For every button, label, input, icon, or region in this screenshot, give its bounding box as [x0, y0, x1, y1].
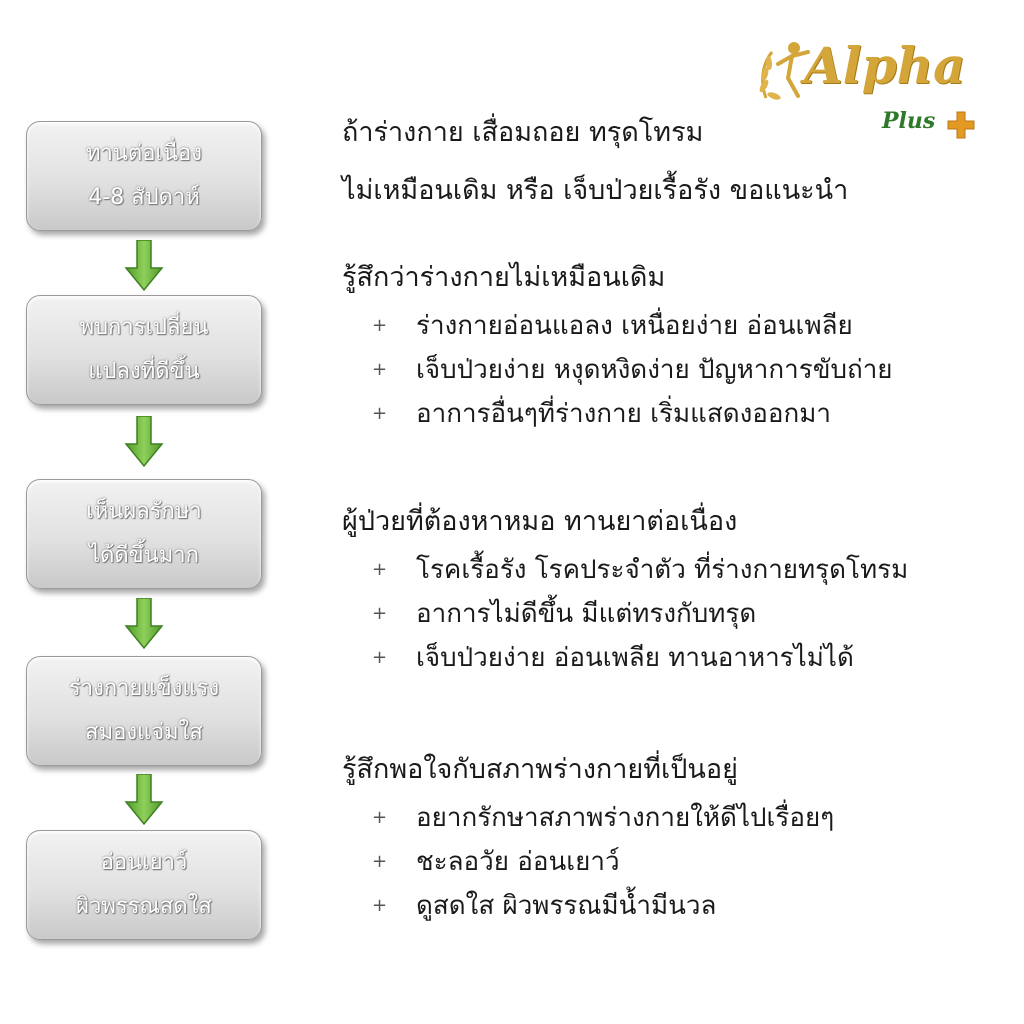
- flow-step-2: [26, 295, 262, 405]
- list-item-text: อยากรักษาสภาพร่างกายให้ดีไปเรื่อยๆ: [416, 803, 835, 833]
- plus-bullet: +: [372, 647, 388, 668]
- down-arrow-icon: [124, 240, 164, 292]
- intro-line-2: ไม่เหมือนเดิม หรือ เจ็บป่วยเรื้อรัง ขอแนะนำ: [342, 175, 849, 206]
- plus-bullet: +: [372, 603, 388, 624]
- section-satisfied: [342, 744, 834, 928]
- list-item: [342, 348, 893, 392]
- down-arrow-icon: [124, 416, 164, 468]
- list-item: [342, 796, 834, 840]
- step-line-2: 4-8 สัปดาห์: [88, 185, 200, 210]
- plus-bullet: +: [372, 895, 388, 916]
- plus-bullet: +: [372, 559, 388, 580]
- step-line-2: ได้ดีขึ้นมาก: [89, 543, 199, 568]
- flow-step-1: [26, 121, 262, 231]
- down-arrow-icon: [124, 598, 164, 650]
- list-item-text: เจ็บป่วยง่าย อ่อนเพลีย ทานอาหารไม่ได้: [416, 643, 854, 673]
- list-item: [342, 840, 834, 884]
- section-list: [342, 548, 908, 680]
- plus-bullet: +: [372, 359, 388, 380]
- flow-step-4: [26, 656, 262, 766]
- list-item: [342, 884, 834, 928]
- section-title: ผู้ป่วยที่ต้องหาหมอ ทานยาต่อเนื่อง: [342, 506, 738, 537]
- list-item-text: ร่างกายอ่อนแอลง เหนื่อยง่าย อ่อนเพลีย: [416, 311, 853, 341]
- step-line-1: อ่อนเยาว์: [100, 850, 188, 875]
- section-patients: [342, 496, 908, 680]
- list-item: [342, 636, 908, 680]
- brand-sub: Plus: [882, 108, 936, 134]
- down-arrow-icon: [124, 774, 164, 826]
- list-item-text: ดูสดใส ผิวพรรณมีน้ำมีนวล: [416, 891, 717, 921]
- intro-text: [342, 104, 848, 220]
- list-item-text: โรคเรื้อรัง โรคประจำตัว ที่ร่างกายทรุดโทรม: [416, 555, 909, 585]
- step-line-1: ร่างกายแข็งแรง: [68, 676, 220, 701]
- step-line-1: ทานต่อเนื่อง: [86, 141, 202, 166]
- intro-line-1: ถ้าร่างกาย เสื่อมถอย ทรุดโทรม: [342, 117, 704, 148]
- list-item: [342, 392, 893, 436]
- list-item-text: อาการอื่นๆที่ร่างกาย เริ่มแสดงออกมา: [416, 399, 832, 429]
- plus-bullet: +: [372, 403, 388, 424]
- plus-bullet: +: [372, 807, 388, 828]
- flow-diagram: [0, 0, 300, 1024]
- section-title: รู้สึกพอใจกับสภาพร่างกายที่เป็นอยู่: [342, 754, 738, 785]
- step-line-1: เห็นผลรักษา: [86, 499, 202, 524]
- flow-step-3: [26, 479, 262, 589]
- section-list: [342, 304, 893, 436]
- list-item-text: ชะลอวัย อ่อนเยาว์: [416, 847, 620, 877]
- step-line-1: พบการเปลี่ยน: [79, 315, 209, 340]
- section-title: รู้สึกว่าร่างกายไม่เหมือนเดิม: [342, 262, 666, 293]
- list-item-text: อาการไม่ดีขึ้น มีแต่ทรงกับทรุด: [416, 599, 757, 629]
- plus-bullet: +: [372, 315, 388, 336]
- brand-name: Alpha: [804, 36, 966, 95]
- section-body-changed: [342, 252, 893, 436]
- list-item: [342, 592, 908, 636]
- step-line-2: ผิวพรรณสดใส: [76, 894, 212, 919]
- step-line-2: แปลงที่ดีขึ้น: [88, 359, 200, 384]
- list-item: [342, 548, 908, 592]
- list-item-text: เจ็บป่วยง่าย หงุดหงิดง่าย ปัญหาการขับถ่าย: [416, 355, 893, 385]
- step-line-2: สมองแจ่มใส: [85, 720, 203, 745]
- plus-cross-icon: [946, 110, 976, 140]
- section-list: [342, 796, 834, 928]
- list-item: [342, 304, 893, 348]
- flow-step-5: [26, 830, 262, 940]
- plus-bullet: +: [372, 851, 388, 872]
